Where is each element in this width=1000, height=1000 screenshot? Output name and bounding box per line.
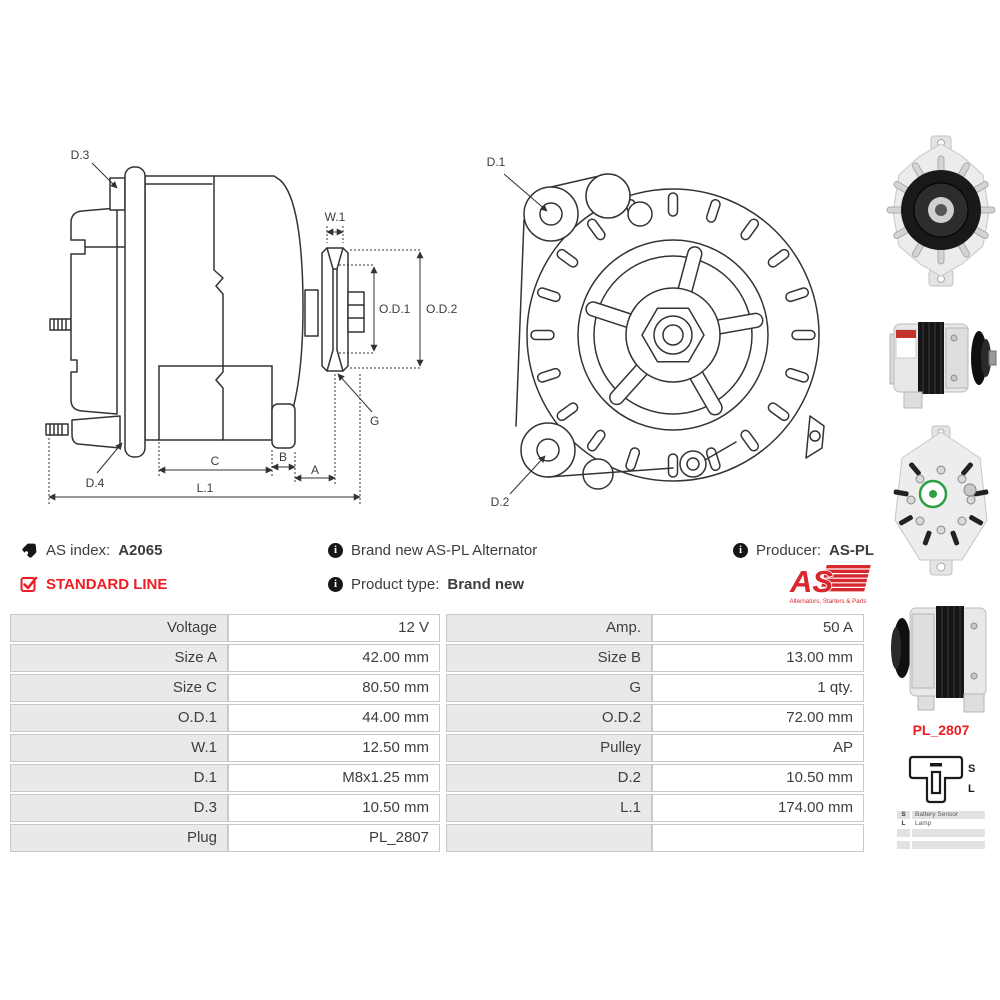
dim-label-c: C	[210, 454, 220, 468]
logo-tagline: Alternators, Starters & Parts	[789, 598, 867, 605]
spec-label-cell	[446, 824, 652, 852]
spec-row	[10, 794, 864, 822]
dim-label-l1: L.1	[196, 481, 214, 495]
as-index-value: A2065	[118, 541, 163, 559]
spec-value-cell: M8x1.25 mm	[228, 764, 440, 792]
spec-label-cell: L.1	[446, 794, 652, 822]
spec-value-cell: 12.50 mm	[228, 734, 440, 762]
spec-row	[10, 644, 864, 672]
legend-pin	[897, 841, 910, 849]
info-icon: i	[328, 543, 343, 558]
spec-value-cell: PL_2807	[228, 824, 440, 852]
spec-value-cell: 1 qty.	[652, 674, 864, 702]
spec-label-cell: D.2	[446, 764, 652, 792]
spec-label-cell: D.1	[10, 764, 228, 792]
spec-value-cell: 44.00 mm	[228, 704, 440, 732]
plug-legend	[897, 811, 985, 850]
legend-label	[912, 829, 985, 837]
spec-row	[10, 764, 864, 792]
front-view-drawing	[468, 130, 875, 525]
spec-label-cell: Plug	[10, 824, 228, 852]
dim-label-od1: O.D.1	[379, 302, 411, 316]
legend-pin: S	[897, 811, 910, 819]
dim-label-d2: D.2	[490, 495, 510, 509]
spec-table	[10, 614, 864, 854]
product-photo-rear-view	[884, 424, 998, 580]
spec-row	[10, 824, 864, 852]
product-description: Brand new AS-PL Alternator	[351, 541, 538, 559]
spec-row	[10, 704, 864, 732]
spec-value-cell: 13.00 mm	[652, 644, 864, 672]
logo-text: AS	[790, 564, 834, 599]
as-pl-logo	[776, 560, 880, 606]
spec-value-cell: 12 V	[228, 614, 440, 642]
spec-value-cell: 80.50 mm	[228, 674, 440, 702]
spec-value-cell: 174.00 mm	[652, 794, 864, 822]
spec-label-cell: Size C	[10, 674, 228, 702]
dim-label-b: B	[278, 450, 288, 464]
spec-value-cell	[652, 824, 864, 852]
as-index-item	[20, 540, 162, 560]
spec-label-cell: G	[446, 674, 652, 702]
spec-label-cell: Size B	[446, 644, 652, 672]
dim-label-d3: D.3	[70, 148, 90, 162]
product-photo-side-view-pulley-left	[884, 586, 998, 722]
legend-pin: L	[897, 820, 910, 828]
spec-label-cell: Voltage	[10, 614, 228, 642]
spec-label-cell: Pulley	[446, 734, 652, 762]
plug-diagram	[900, 744, 992, 806]
legend-label: Battery Sensor	[912, 811, 985, 819]
dim-label-w1: W.1	[324, 210, 346, 224]
spec-row	[10, 614, 864, 642]
product-photo-side-view-pulley-right	[884, 296, 998, 418]
spec-label-cell: Size A	[10, 644, 228, 672]
info-icon: i	[733, 543, 748, 558]
spec-label-cell: W.1	[10, 734, 228, 762]
plug-pin-l-label: L	[968, 783, 975, 795]
front-view-dimension-labels	[487, 155, 510, 509]
dim-label-a: A	[310, 463, 320, 477]
legend-row	[897, 820, 985, 828]
spec-value-cell: AP	[652, 734, 864, 762]
legend-row	[897, 829, 985, 837]
spec-label-cell: D.3	[10, 794, 228, 822]
alternator-side-outline	[46, 167, 364, 457]
producer-value: AS-PL	[829, 541, 875, 559]
product-type-label: Product type:	[351, 575, 440, 593]
spec-value-cell: 10.50 mm	[652, 764, 864, 792]
dim-label-d1: D.1	[486, 155, 506, 169]
dim-label-od2: O.D.2	[426, 302, 458, 316]
alternator-front-outline	[516, 174, 824, 489]
producer-item	[733, 540, 874, 560]
spec-value-cell: 10.50 mm	[228, 794, 440, 822]
dim-label-g: G	[370, 414, 380, 428]
product-photo-front-view	[884, 134, 998, 290]
spec-label-cell: O.D.2	[446, 704, 652, 732]
legend-label: Lamp	[912, 820, 985, 828]
spec-row	[10, 674, 864, 702]
info-icon: i	[328, 577, 343, 592]
plug-pin-s-label: S	[968, 763, 976, 775]
product-type-item	[328, 574, 524, 594]
spec-value-cell: 72.00 mm	[652, 704, 864, 732]
legend-row	[897, 811, 985, 819]
checkbox-checked-icon	[20, 575, 38, 593]
product-type-value: Brand new	[447, 575, 525, 593]
tag-icon	[20, 541, 38, 559]
spec-label-cell: Amp.	[446, 614, 652, 642]
standard-line-badge	[20, 574, 167, 594]
side-view-drawing	[22, 122, 472, 522]
description-item	[328, 540, 537, 560]
legend-pin	[897, 829, 910, 837]
spec-value-cell: 42.00 mm	[228, 644, 440, 672]
spec-value-cell: 50 A	[652, 614, 864, 642]
as-index-label: AS index:	[46, 541, 111, 559]
plug-terminal-s	[930, 763, 942, 767]
plug-code: PL_2807	[912, 722, 970, 738]
legend-row	[897, 841, 985, 849]
spec-label-cell: O.D.1	[10, 704, 228, 732]
producer-label: Producer:	[756, 541, 822, 559]
legend-label	[912, 841, 985, 849]
dim-label-d4: D.4	[85, 476, 105, 490]
spec-row	[10, 734, 864, 762]
standard-line-label: STANDARD LINE	[46, 575, 168, 593]
